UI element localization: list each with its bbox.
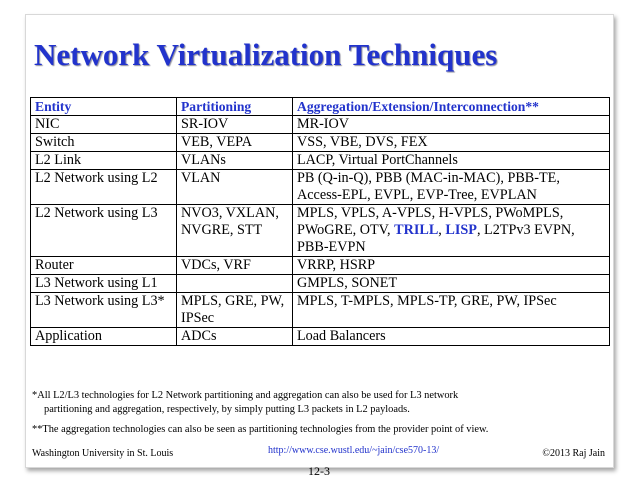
table-row bbox=[31, 257, 610, 275]
lisp-highlight: LISP bbox=[445, 222, 477, 238]
header-partitioning: Partitioning bbox=[177, 98, 293, 116]
cell-entity: L3 Network using L3* bbox=[31, 293, 177, 328]
cell-partitioning: VEB, VEPA bbox=[177, 134, 293, 152]
cell-entity: NIC bbox=[31, 116, 177, 134]
cell-entity: L2 Link bbox=[31, 152, 177, 170]
agg-text-part2: , L2TPv3 EVPN, PBB-EVPN bbox=[297, 222, 575, 255]
slide-title: Network Virtualization Techniques bbox=[34, 37, 498, 72]
cell-aggregation: GMPLS, SONET bbox=[293, 275, 610, 293]
table-row bbox=[31, 205, 610, 257]
agg-text-part1: MPLS, VPLS, A-VPLS, H-VPLS, PWoMPLS, PWoGRE, OTV, bbox=[297, 205, 564, 238]
header-aggregation: Aggregation/Extension/Interconnection** bbox=[293, 98, 610, 116]
table-row bbox=[31, 328, 610, 346]
cell-entity: L3 Network using L1 bbox=[31, 275, 177, 293]
cell-partitioning: VLAN bbox=[177, 170, 293, 205]
cell-partitioning: VLANs bbox=[177, 152, 293, 170]
techniques-table bbox=[30, 97, 610, 346]
cell-aggregation: MR-IOV bbox=[293, 116, 610, 134]
footer-copyright: ©2013 Raj Jain bbox=[542, 448, 605, 459]
cell-aggregation: LACP, Virtual PortChannels bbox=[293, 152, 610, 170]
agg-text-sep: , bbox=[438, 222, 446, 238]
cell-aggregation: Load Balancers bbox=[293, 328, 610, 346]
cell-partitioning: VDCs, VRF bbox=[177, 257, 293, 275]
table-row bbox=[31, 293, 610, 328]
footnote-2: **The aggregation technologies can also be seen as partitioning technologies from the provider point of view. bbox=[32, 424, 489, 435]
header-entity: Entity bbox=[31, 98, 177, 116]
cell-partitioning: MPLS, GRE, PW, IPSec bbox=[177, 293, 293, 328]
cell-aggregation: VSS, VBE, DVS, FEX bbox=[293, 134, 610, 152]
cell-partitioning: NVO3, VXLAN, NVGRE, STT bbox=[177, 205, 293, 257]
footnote-1-continued: partitioning and aggregation, respectively, by simply putting L3 packets in L2 payloads. bbox=[44, 404, 410, 415]
cell-aggregation bbox=[293, 205, 610, 257]
cell-entity: Switch bbox=[31, 134, 177, 152]
table-header-row bbox=[31, 98, 610, 116]
cell-entity: Application bbox=[31, 328, 177, 346]
table-row bbox=[31, 152, 610, 170]
table-row bbox=[31, 170, 610, 205]
cell-entity: Router bbox=[31, 257, 177, 275]
cell-partitioning: SR-IOV bbox=[177, 116, 293, 134]
footnote-1: *All L2/L3 technologies for L2 Network partitioning and aggregation can also be used for L3 network bbox=[32, 390, 459, 401]
footnotes bbox=[32, 389, 610, 437]
cell-aggregation: PB (Q-in-Q), PBB (MAC-in-MAC), PBB-TE, Access-EPL, EVPL, EVP-Tree, EVPLAN bbox=[293, 170, 610, 205]
footer-institution: Washington University in St. Louis bbox=[32, 448, 174, 459]
cell-entity: L2 Network using L3 bbox=[31, 205, 177, 257]
slide bbox=[25, 14, 614, 468]
cell-aggregation: VRRP, HSRP bbox=[293, 257, 610, 275]
trill-highlight: TRILL bbox=[394, 222, 439, 238]
cell-entity: L2 Network using L2 bbox=[31, 170, 177, 205]
table-row bbox=[31, 134, 610, 152]
table-row bbox=[31, 116, 610, 134]
footer-url-link[interactable]: http://www.cse.wustl.edu/~jain/cse570-13/ bbox=[268, 445, 440, 456]
cell-partitioning bbox=[177, 275, 293, 293]
cell-aggregation: MPLS, T-MPLS, MPLS-TP, GRE, PW, IPSec bbox=[293, 293, 610, 328]
page-number: 12-3 bbox=[308, 464, 330, 478]
cell-partitioning: ADCs bbox=[177, 328, 293, 346]
table-row bbox=[31, 275, 610, 293]
